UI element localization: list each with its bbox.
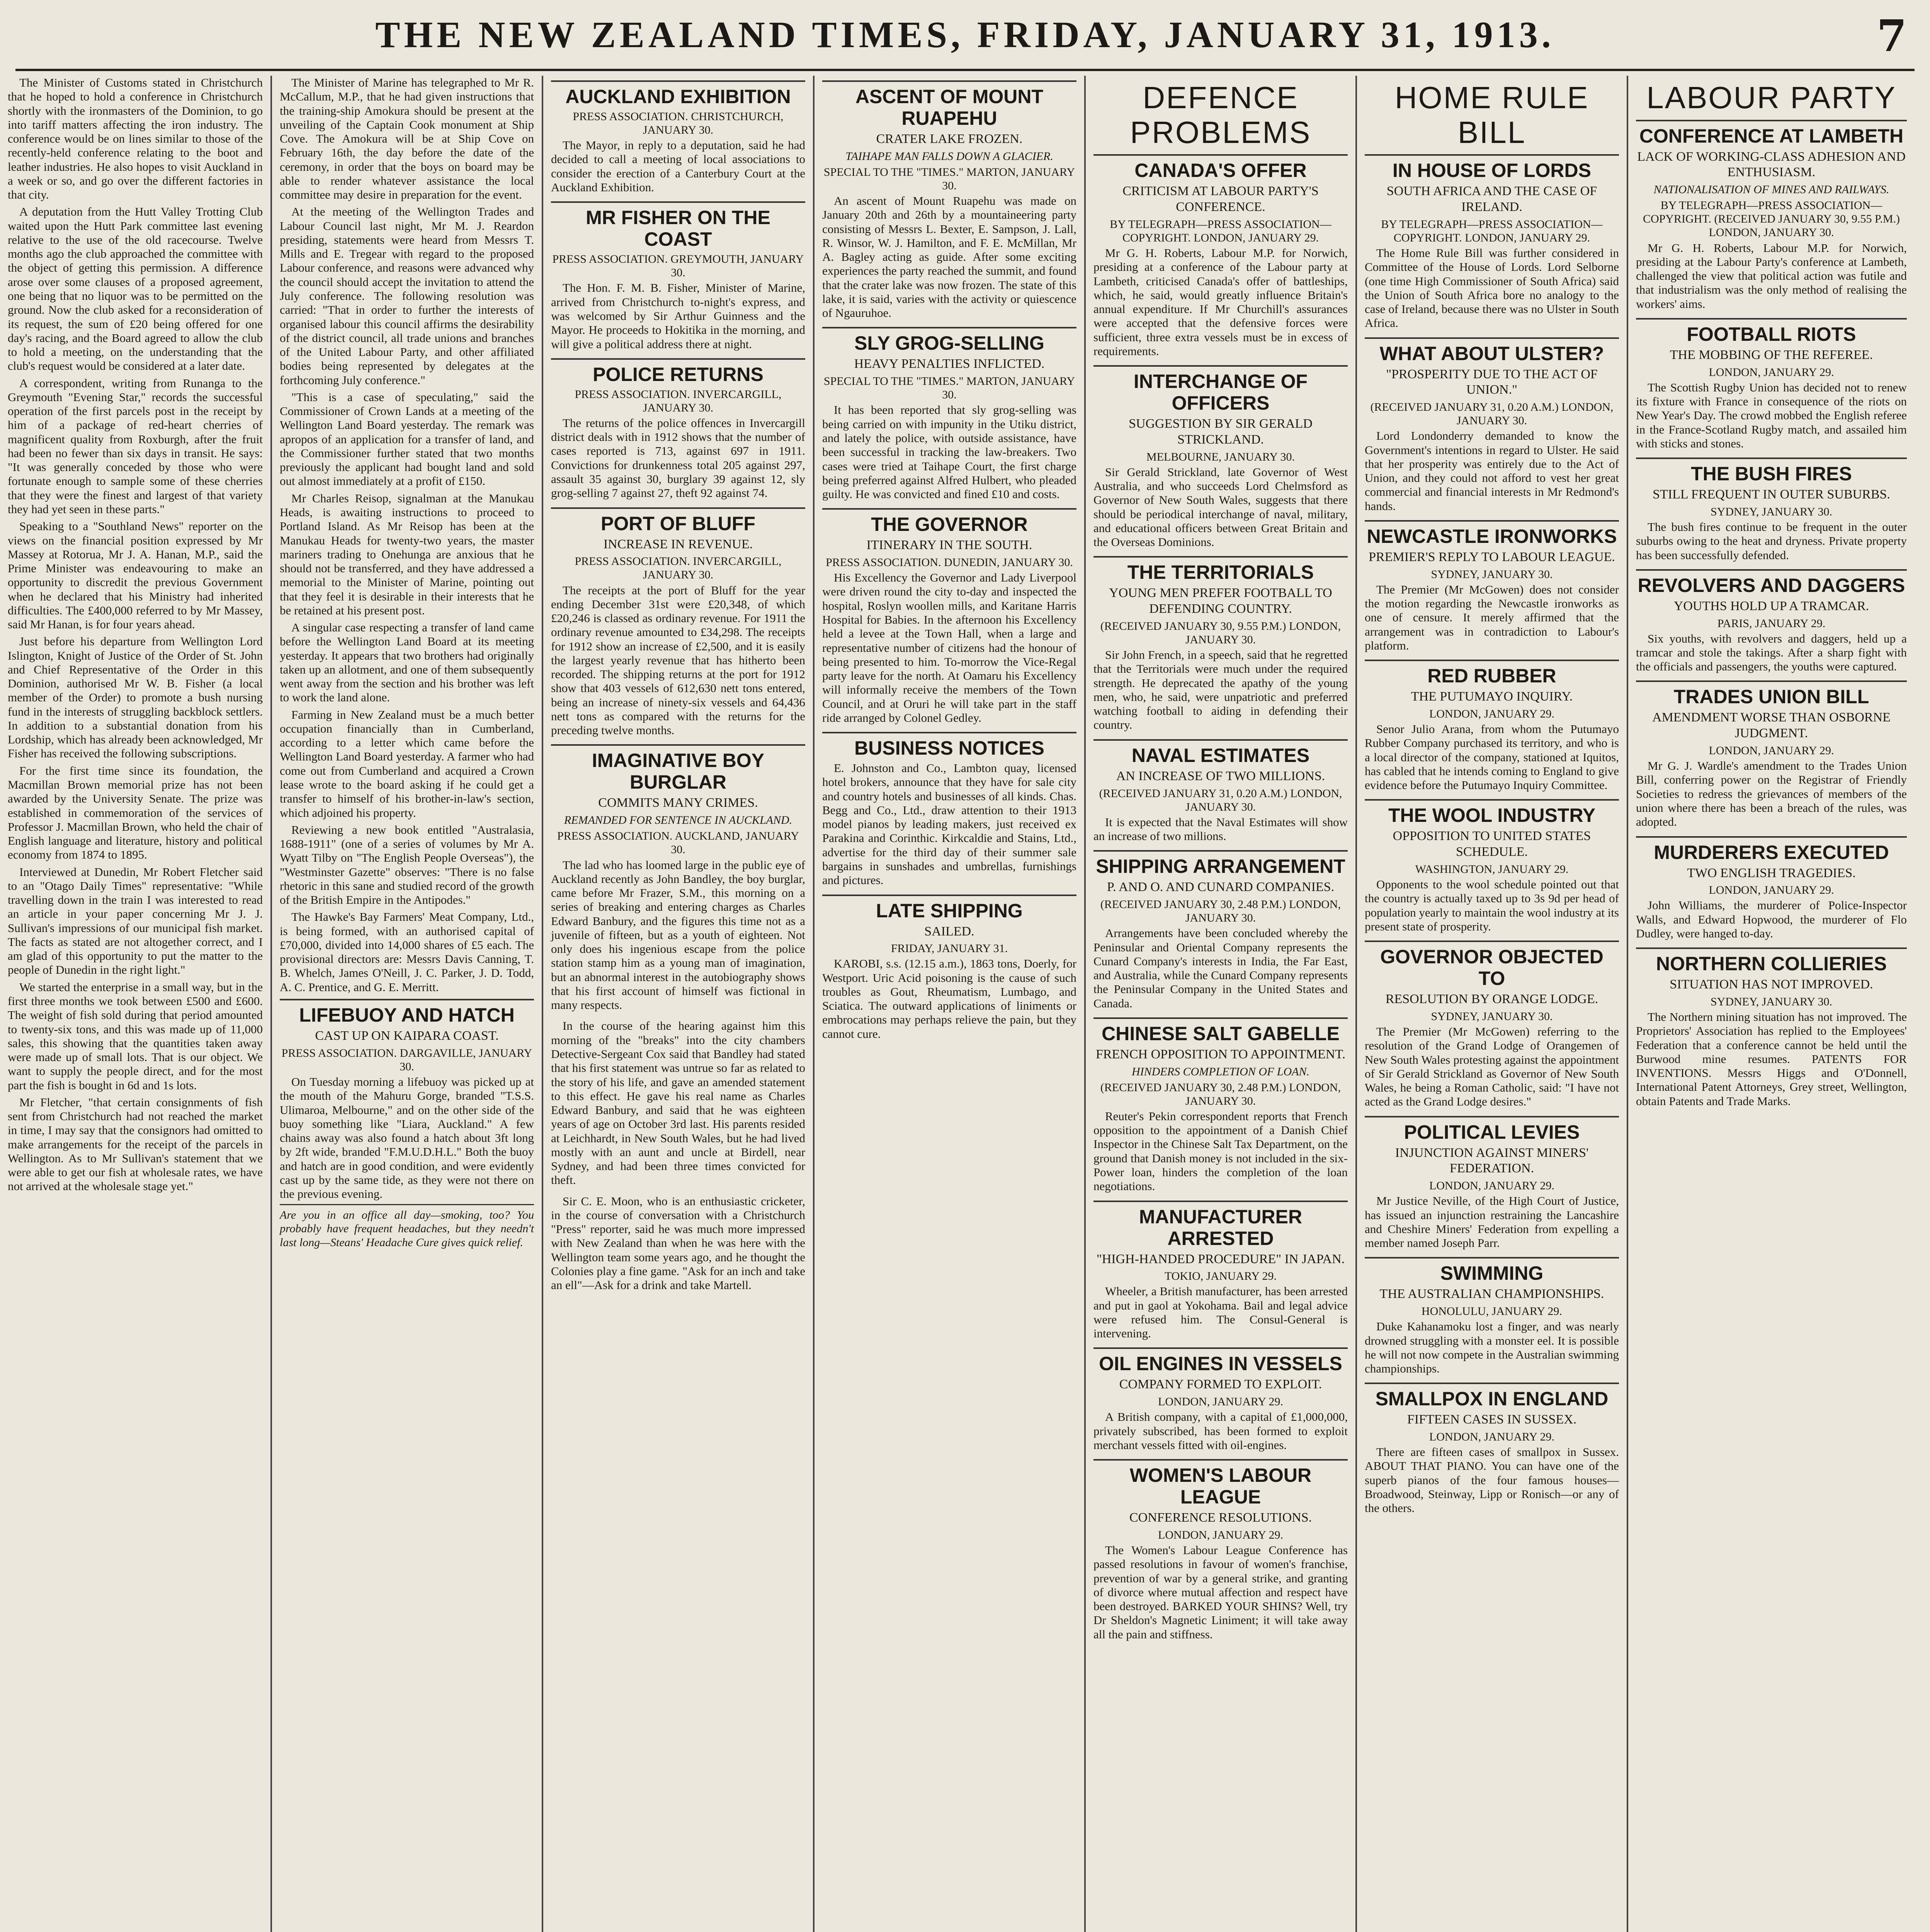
article-subheading: ITINERARY IN THE SOUTH.	[866, 538, 1032, 553]
article-dateline: SYDNEY, JANUARY 30.	[1710, 505, 1833, 518]
article-subheading: COMMITS MANY CRIMES.	[598, 796, 758, 810]
article-subheading: SAILED.	[924, 924, 974, 939]
article-dateline: MELBOURNE, JANUARY 30.	[1146, 450, 1295, 463]
article-subheading: RESOLUTION BY ORANGE LODGE.	[1385, 992, 1598, 1007]
article-dateline: (RECEIVED JANUARY 30, 2.48 P.M.) LONDON, JANUARY 30.	[1100, 898, 1341, 925]
article-subheading: SOUTH AFRICA AND THE CASE OF IRELAND.	[1386, 184, 1597, 214]
article-body: Reuter's Pekin correspondent reports that French opposition to the appointment of a Danish Chief Inspector in the Chinese Salt Tax Department, on the ground that Danish money is not included in the six-Power loan, hinders the completion of the loan negotiations.	[1093, 1109, 1348, 1193]
article-dateline: PRESS ASSOCIATION. INVERCARGILL, JANUARY 30.	[575, 555, 782, 582]
article-headline: SMALLPOX IN ENGLAND	[1365, 1383, 1619, 1410]
article-dateline: LONDON, JANUARY 29.	[1429, 707, 1554, 720]
article	[1093, 1347, 1348, 1452]
article-dateline: SPECIAL TO THE "TIMES." MARTON, JANUARY 30.	[823, 375, 1075, 401]
article	[1636, 318, 1907, 451]
article-body: The bush fires continue to be frequent in the outer suburbs owing to the heat and dryness. Private property has been successfully defended.	[1636, 520, 1907, 562]
article	[1365, 154, 1619, 330]
article-paragraph: A correspondent, writing from Runanga to the Greymouth "Evening Star," records the successful operation of the first parcels post in the receipt by him of a package of red-heart cherries of magnificent quality from Roxburgh, after the fruit had been no fewer than six days in transit. He says: "It was generally conceded by those who were fortunate enough to sample some of these cherries that they were the finest and largest of that variety they had yet seen in these parts."	[8, 376, 263, 516]
article-dateline: BY TELEGRAPH—PRESS ASSOCIATION—COPYRIGHT. LONDON, JANUARY 29.	[1381, 218, 1603, 244]
article-dateline: SPECIAL TO THE "TIMES." MARTON, JANUARY 30.	[823, 165, 1075, 192]
article-dateline: BY TELEGRAPH—PRESS ASSOCIATION—COPYRIGHT. LONDON, JANUARY 29.	[1110, 218, 1331, 244]
article-subheading: CRATER LAKE FROZEN.	[876, 132, 1023, 146]
article-body: Sir Gerald Strickland, late Governor of West Australia, and who succeeds Lord Chelmsford as Governor of New South Wales, suggests that there should be periodical interchange of naval, military, and educational officers between Great Britain and the Overseas Dominions.	[1093, 465, 1348, 549]
article-paragraph: Farming in New Zealand must be a much better occupation financially than in Cumberland, according to a letter which came before the Wellington Land Board yesterday. A farmer who had come out from Cumberland and acquired a Crown lease wrote to the board asking if he could get a transfer to himself of his brother-in-law's section, which adjoined his property.	[280, 707, 534, 820]
article-subheading: LACK OF WORKING-CLASS ADHESION AND ENTHUSIASM.	[1637, 149, 1906, 180]
article-body: Mr G. J. Wardle's amendment to the Trades Union Bill, conferring power on the Registrar of Friendly Societies to redress the grievances of members of the union where there has been a breach of the rules, was adopted.	[1636, 759, 1907, 829]
article-subheading: YOUTHS HOLD UP A TRAMCAR.	[1673, 599, 1869, 613]
article-headline: SLY GROG-SELLING	[822, 327, 1076, 354]
article-dateline: PRESS ASSOCIATION. INVERCARGILL, JANUARY 30.	[575, 388, 782, 414]
article	[1636, 680, 1907, 829]
article-subheading: TWO ENGLISH TRAGEDIES.	[1687, 866, 1856, 880]
article-headline: NAVAL ESTIMATES	[1093, 739, 1348, 766]
article	[1636, 457, 1907, 562]
article-body: Senor Julio Arana, from whom the Putumayo Rubber Company purchased its territory, and who is a local director of the company, stationed at Iquitos, has cabled that he intends coming to England to give evidence before the Putumayo Inquiry Committee.	[1365, 722, 1619, 792]
article-headline: POLICE RETURNS	[551, 358, 805, 385]
article-paragraph: A singular case respecting a transfer of land came before the Wellington Land Board at its meeting yesterday. It appears that two brothers had originally taken up an allotment, and one of them subsequently went away from the section and his brother was left to work the land alone.	[280, 621, 534, 704]
article-headline: OIL ENGINES IN VESSELS	[1093, 1347, 1348, 1374]
article-paragraph: At the meeting of the Wellington Trades and Labour Council last night, Mr M. J. Reardon presiding, statements were heard from Messrs T. Mills and E. Tregear with regard to the proposed Labour conference, and reasons were advanced why the council should accept the invitation to attend the July conference. The following resolution was carried: "That in order to further the interests of organised labour this council affirms the desirability of the district council, all trade unions and branches of the United Labour Party, and other affiliated bodies being represented by delegates at the forthcoming July conference."	[280, 205, 534, 387]
article-dateline: LONDON, JANUARY 29.	[1709, 744, 1834, 757]
article-paragraph: Speaking to a "Southland News" reporter on the views on the financial position expressed by Mr Massey at Rotorua, Mr J. A. Hanan, M.P., said the Prime Minister was endeavouring to make an opportunity to discredit the previous Government when he declared that his Ministry had inherited difficulties. The £400,000 referred to by Mr Massey, said Mr Hanan, is for four years ahead.	[8, 519, 263, 631]
article-body: On Tuesday morning a lifebuoy was picked up at the mouth of the Mahuru Gorge, branded "T.S.S. Ulimaroa, Melbourne," and on the other side of the buoy something like "Liara, Auckland." A few chains away was also found a hatch about 3ft long by 2ft wide, branded "F.M.U.D.H.L." Both the buoy and hatch are in good condition, and were evidently cast up by the same tide, as they were not there on the previous evening.	[280, 1075, 534, 1201]
article-headline: RED RUBBER	[1365, 660, 1619, 687]
article-subheading: "HIGH-HANDED PROCEDURE" IN JAPAN.	[1096, 1252, 1345, 1266]
article-headline: ASCENT OF MOUNT RUAPEHU	[822, 80, 1076, 129]
article-dateline: SYDNEY, JANUARY 30.	[1431, 568, 1553, 581]
article-body: E. Johnston and Co., Lambton quay, licensed hotel brokers, announce that they have for sale city and country hotels and businesses of all kinds. Chas. Begg and Co., Ltd., draw attention to their 1913 model pianos by leading makers, just received ex Parakina and Corinthic. Kirkcaldie and Stains, Ltd., advertise for the third day of their summer sale bargains in sunshades and umbrellas, furnishings and pictures.	[822, 761, 1076, 887]
article-dateline: PRESS ASSOCIATION. DUNEDIN, JANUARY 30.	[826, 556, 1073, 569]
article-headline: SHIPPING ARRANGEMENT	[1093, 850, 1348, 877]
article-subheading: HEAVY PENALTIES INFLICTED.	[854, 357, 1045, 371]
article-dateline: HONOLULU, JANUARY 29.	[1422, 1305, 1562, 1318]
article	[1093, 850, 1348, 1010]
article-dateline: LONDON, JANUARY 29.	[1158, 1395, 1283, 1408]
article-subheading: PREMIER'S REPLY TO LABOUR LEAGUE.	[1369, 549, 1615, 564]
article	[1093, 1017, 1348, 1194]
page-number: 7	[1877, 11, 1907, 61]
newspaper-title: THE NEW ZEALAND TIMES, FRIDAY, JANUARY 31, 1913.	[375, 14, 1555, 55]
column-2	[272, 76, 542, 1932]
article-headline: LIFEBUOY AND HATCH	[280, 999, 534, 1026]
section-banner-headline: LABOUR PARTY	[1646, 80, 1896, 115]
article	[1093, 1459, 1348, 1641]
article-subheading: CONFERENCE RESOLUTIONS.	[1129, 1510, 1312, 1525]
article-subheading-secondary: REMANDED FOR SENTENCE IN AUCKLAND.	[564, 814, 792, 827]
article	[1365, 660, 1619, 792]
article-paragraph: Interviewed at Dunedin, Mr Robert Fletcher said to an "Otago Daily Times" representative: "While travelling down in the train I was interested to read an article in your paper concerning Mr J. J. Sullivan's impressions of our municipal fish market. The facts as stated are not altogether correct, and I am glad of this opportunity to put the matter to the people of Dunedin in the right light."	[8, 865, 263, 977]
article	[1636, 120, 1907, 311]
article	[1093, 154, 1348, 358]
article-body: Sir John French, in a speech, said that he regretted that the Territorials were much under the required strength. He deprecated the apathy of the young men, who, he said, were unpatriotic and preferred watching football to aiding in defending their country.	[1093, 648, 1348, 732]
article-paragraph: The Hawke's Bay Farmers' Meat Company, Ltd., is being formed, with an authorised capital of £70,000, divided into 14,000 shares of £5 each. The provisional directors are: Messrs Davis Canning, T. B. Whelch, James O'Neill, J. C. Parker, J. D. Todd, A. C. Prentice, and G. E. Merritt.	[280, 910, 534, 994]
article-body: The returns of the police offences in Invercargill district deals with in 1912 shows that the number of cases reported is 713, against 697 in 1911. Convictions for drunkenness total 205 against 297, assault 35 against 30, burglary 39 against 12, sly grog-selling 7 against 27, theft 92 against 74.	[551, 416, 805, 500]
article	[822, 80, 1076, 320]
article-subheading: CAST UP ON KAIPARA COAST.	[315, 1029, 499, 1043]
article-headline: THE WOOL INDUSTRY	[1365, 799, 1619, 826]
article-body: Opponents to the wool schedule pointed out that the country is actually taxed up to 3s 9d per head of population yearly to maintain the wool industry at its present state of prosperity.	[1365, 878, 1619, 933]
article-headline: BUSINESS NOTICES	[822, 732, 1076, 759]
article-subheading: CRITICISM AT LABOUR PARTY'S CONFERENCE.	[1122, 184, 1319, 214]
article	[822, 508, 1076, 725]
article-dateline: LONDON, JANUARY 29.	[1709, 884, 1834, 897]
column-1	[0, 76, 270, 1932]
article	[1636, 947, 1907, 1108]
article-body: An ascent of Mount Ruapehu was made on January 20th and 26th by a mountaineering party consisting of Messrs L. Bexter, E. Sampson, J. Lall, R. Winsor, W. J. Hamilton, and F. E. McMillan, Mr A. Bagley acting as guide. After some exciting experiences the party reached the summit, and found that the crater lake was now frozen. The state of this lake, it is said, varies with the activity or quiescence of Ngauruhoe.	[822, 194, 1076, 320]
article-subheading: INCREASE IN REVENUE.	[603, 537, 753, 551]
article-headline: WOMEN'S LABOUR LEAGUE	[1093, 1459, 1348, 1508]
article-body: In the course of the hearing against him this morning of the "breaks" into the city chambers Detective-Sergeant Cox said that Bandley had stated that his first statement was untrue so far as related to the story of his life, and gave an amended statement to this effect. He gave his real name as Charles Edward Banbury, and said that he was eighteen years of age on October 3rd last. His parents resided at Leichhardt, in New South Wales, but he had lived mostly with an aunt and uncle at Birdell, near Sydney, and had been three times convicted for theft.	[551, 1019, 805, 1187]
article-body: The Women's Labour League Conference has passed resolutions in favour of women's franchise, prevention of war by a general strike, and granting of divorce where mutual affection and respect have been destroyed. BARKED YOUR SHINS? Well, try Dr Sheldon's Magnetic Liniment; it will take away all the pain and stiffness.	[1093, 1543, 1348, 1641]
column-6	[1357, 76, 1627, 1932]
article-dateline: FRIDAY, JANUARY 31.	[891, 942, 1008, 955]
article-body: The Premier (Mr McGowen) referring to the resolution of the Grand Lodge of Orangemen of New South Wales protesting against the appointment of Sir Gerald Strickland as Governor of New South Wales, he being a Roman Catholic, said: "I have not acted as the Grand Lodge desires."	[1365, 1025, 1619, 1109]
article-subheading: AN INCREASE OF TWO MILLIONS.	[1116, 769, 1325, 783]
section-banner-headline: DEFENCE PROBLEMS	[1130, 80, 1311, 150]
article	[1365, 1383, 1619, 1515]
article	[551, 358, 805, 500]
article-headline: REVOLVERS AND DAGGERS	[1636, 569, 1907, 596]
article	[1365, 799, 1619, 934]
article-body: It is expected that the Naval Estimates will show an increase of two millions.	[1093, 815, 1348, 843]
article-subheading: COMPANY FORMED TO EXPLOIT.	[1119, 1377, 1322, 1392]
article-body: It has been reported that sly grog-selling was being carried on with impunity in the Utiku district, and lately the police, with outside assistance, have been successful in tracking the law-breakers. Two cases were tried at Taihape Court, the first charge being preferred against Alfred Hulbert, who pleaded guilty. He was convicted and fined £10 and costs.	[822, 403, 1076, 501]
article-paragraph: Just before his departure from Wellington Lord Islington, Knight of Justice of the Order of St. John and Chief Representative of the Order in this Dominion, authorised Mr W. B. Fisher (a local member of the Order) to promote a bush nursing fund in the interests of struggling backblock settlers. In addition to a substantial donation from his Lordship, which has already been acknowledged, Mr Fisher has received the following subscriptions.	[8, 634, 263, 760]
article-headline: POLITICAL LEVIES	[1365, 1116, 1619, 1143]
article-subheading: "PROSPERITY DUE TO THE ACT OF UNION."	[1386, 367, 1598, 397]
article-headline: INTERCHANGE OF OFFICERS	[1093, 365, 1348, 414]
article-body: Wheeler, a British manufacturer, has been arrested and put in gaol at Yokohama. Bail and legal advice were refused him. The Consul-General is intervening.	[1093, 1284, 1348, 1340]
article-body: The lad who has loomed large in the public eye of Auckland recently as John Bandley, the boy burglar, came before Mr Frazer, S.M., this morning on a series of breaking and entering charges as Charles Edward Banbury, and the figures this time not as a juvenile of fifteen, but as a youth of eighteen. Not only does his ingenious escape from the police station stamp him as a young man of imagination, but an abnormal interest in the autobiography shows that his first account of himself was fictional in many respects.	[551, 858, 805, 1012]
article-dateline: LONDON, JANUARY 29.	[1429, 1430, 1554, 1444]
article-body: Lord Londonderry demanded to know the Government's intentions in regard to Ulster. He said that her prosperity was entirely due to the Act of Union, and they could not afford to vest her great commercial and financial interests in Mr Redmond's hands.	[1365, 429, 1619, 513]
article-body: The Home Rule Bill was further considered in Committee of the House of Lords. Lord Selborne (one time High Commissioner of South Africa) said the Union of South Africa bore no analogy to the case of Ireland, because there was no Ulster in South Africa.	[1365, 246, 1619, 330]
article-paragraph: The Minister of Marine has telegraphed to Mr R. McCallum, M.P., that he had given instructions that the training-ship Amokura should be present at the unveiling of the Captain Cook monument at Ship Cove. The Amokura will be at Ship Cove on February 16th, the day before the date of the ceremony, in order that the boys on board may be able to render whatever assistance the local committee may desire in preparation for the event.	[280, 76, 534, 202]
article-dateline: (RECEIVED JANUARY 31, 0.20 A.M.) LONDON, JANUARY 30.	[1370, 401, 1614, 427]
article-headline: MANUFACTURER ARRESTED	[1093, 1201, 1348, 1249]
article-body: Mr G. H. Roberts, Labour M.P. for Norwich, presiding at the Labour Party's conference at Lambeth, challenged the view that political action was futile and that industrialism was the only method of realising the workers' aims.	[1636, 241, 1907, 311]
article	[1365, 940, 1619, 1109]
article-body: Duke Kahanamoku lost a finger, and was nearly drowned struggling with a monster eel. It is possible he will not now compete in the Australian swimming championships.	[1365, 1320, 1619, 1376]
article-dateline: (RECEIVED JANUARY 31, 0.20 A.M.) LONDON, JANUARY 30.	[1099, 787, 1342, 813]
article-dateline: PARIS, JANUARY 29.	[1717, 617, 1826, 630]
article-body: A British company, with a capital of £1,000,000, privately subscribed, has been formed to exploit merchant vessels fitted with oil-engines.	[1093, 1410, 1348, 1452]
article-dateline: LONDON, JANUARY 29.	[1158, 1528, 1283, 1541]
article-dateline: (RECEIVED JANUARY 30, 2.48 P.M.) LONDON, JANUARY 30.	[1100, 1081, 1341, 1107]
article-dateline: LONDON, JANUARY 29.	[1709, 366, 1834, 379]
article-body: His Excellency the Governor and Lady Liverpool were driven round the city to-day and inspected the hospital, Roslyn woollen mills, and Karitane Harris Hospital for Babies. In the afternoon his Excellency held a levee at the Town Hall, when a large and representative number of citizens had the honour of being presented to him. To-morrow the Vice-Regal party leave for the north. At Oamaru his Excellency will informally receive the members of the Town Council, and at Oruri he will take part in the staff ride arranged by Colonel Gedley.	[822, 571, 1076, 724]
column-7	[1628, 76, 1915, 1932]
article-headline: MURDERERS EXECUTED	[1636, 836, 1907, 863]
article-subheading: FRENCH OPPOSITION TO APPOINTMENT.	[1095, 1047, 1346, 1061]
article-dateline: PRESS ASSOCIATION. AUCKLAND, JANUARY 30.	[557, 830, 799, 856]
article-headline: LATE SHIPPING	[822, 895, 1076, 922]
article-subheading: SUGGESTION BY SIR GERALD STRICKLAND.	[1129, 417, 1313, 447]
article-headline: THE GOVERNOR	[822, 508, 1076, 535]
article-body: John Williams, the murderer of Police-Inspector Walls, and Edward Hopwood, the murderer of Flo Dudley, were hanged to-day.	[1636, 898, 1907, 940]
article-dateline: LONDON, JANUARY 29.	[1429, 1179, 1554, 1192]
article-body: Mr Justice Neville, of the High Court of Justice, has issued an injunction restraining the Lancashire and Cheshire Miners' Federation from expelling a member named Joseph Parr.	[1365, 1194, 1619, 1250]
article-dateline: SYDNEY, JANUARY 30.	[1431, 1010, 1553, 1023]
article-headline: PORT OF BLUFF	[551, 507, 805, 534]
article	[1365, 1257, 1619, 1376]
article-subheading: STILL FREQUENT IN OUTER SUBURBS.	[1653, 487, 1890, 502]
article-body: There are fifteen cases of smallpox in Sussex. ABOUT THAT PIANO. You can have one of the superb pianos of the four famous houses—Broadwood, Steinway, Lipp or Ronisch—or any of the others.	[1365, 1445, 1619, 1515]
article-headline: FOOTBALL RIOTS	[1636, 318, 1907, 345]
article-subheading: THE MOBBING OF THE REFEREE.	[1670, 347, 1873, 362]
article-body: KAROBI, s.s. (12.15 a.m.), 1863 tons, Doerly, for Westport. Uric Acid poisoning is the cause of such troubles as Gout, Rheumatism, Lumbago, and Sciatica. The outward applications of liniments or embrocations may perhaps relieve the pain, but they cannot cure.	[822, 957, 1076, 1041]
article-body: The Hon. F. M. B. Fisher, Minister of Marine, arrived from Christchurch to-night's express, and was welcomed by Sir Arthur Guinness and the Mayor. He proceeds to Hokitika in the morning, and will give a political address there at night.	[551, 281, 805, 351]
article-dateline: PRESS ASSOCIATION. DARGAVILLE, JANUARY 30.	[281, 1046, 532, 1073]
article-subheading-secondary: HINDERS COMPLETION OF LOAN.	[1131, 1065, 1309, 1078]
article-body: The receipts at the port of Bluff for the year ending December 31st were £20,348, of which £20,246 is classed as ordinary revenue. For 1911 the ordinary revenue amounted to £34,298. The receipts for 1912 show an increase of £2,500, and it is easily the largest yearly revenue that has hitherto been recorded. The shipping returns at the port for 1912 show that 403 vessels of 612,630 nett tons entered, being an increase of ninety-six vessels and 64,436 nett tons as compared with the returns for the preceding twelve months.	[551, 583, 805, 737]
article-body: Mr G. H. Roberts, Labour M.P. for Norwich, presiding at a conference of the Labour party at Lambeth, criticised Canada's offer of battleships, which, he said, would greatly influence Britain's annual expenditure. If Mr Churchill's assurances were accepted that the defensive forces were sufficient, three extra vessels must be in excess of requirements.	[1093, 246, 1348, 358]
article-headline: CONFERENCE AT LAMBETH	[1636, 120, 1907, 147]
article	[551, 1194, 805, 1293]
article-headline: AUCKLAND EXHIBITION	[551, 80, 805, 107]
article-dateline: WASHINGTON, JANUARY 29.	[1415, 862, 1569, 876]
article	[1365, 520, 1619, 653]
column-3	[543, 76, 813, 1932]
article-subheading: P. AND O. AND CUNARD COMPANIES.	[1107, 880, 1335, 895]
article-paragraph: Mr Charles Reisop, signalman at the Manukau Heads, is awaiting instructions to proceed to Portland Island. As Mr Reisop has been at the Manukau Heads for twenty-two years, the master mariners trading to Onehunga are anxious that he should not be transferred, and they have addressed a memorial to the Minister of Marine, pointing out that they feel it is desirable in their interests that he be retained at his present post.	[280, 491, 534, 617]
article-body: Arrangements have been concluded whereby the Peninsular and Oriental Company represents the Cunard Company's interests in India, the Far East, and Australia, while the Cunard Company represents the Peninsular Company in the United States and Canada.	[1093, 926, 1348, 1010]
article	[551, 1019, 805, 1187]
article-headline: GOVERNOR OBJECTED TO	[1365, 940, 1619, 989]
article	[551, 201, 805, 351]
masthead	[15, 11, 1915, 71]
article-paragraph: Mr Fletcher, "that certain consignments of fish sent from Christchurch had not reached the market in time, I may say that the consignors had omitted to make arrangements for the receipt of the parcels in Wellington. As to Mr Sullivan's statement that we were able to get our fish at wholesale rates, we have not arrived at the wholesale stage yet."	[8, 1095, 263, 1193]
article	[822, 895, 1076, 1041]
article-headline: THE BUSH FIRES	[1636, 457, 1907, 485]
article-paragraph: The Minister of Customs stated in Christchurch that he hoped to hold a conference in Christchurch shortly with the ironmasters of the Dominion, to go into tariff matters affecting the iron industry. The conference would be on lines similar to those of the recently-held conference relating to the boot and leather industries. He also hopes to visit Auckland in a week or so, and go over the different factories in that city.	[8, 76, 263, 202]
article-subheading: THE AUSTRALIAN CHAMPIONSHIPS.	[1379, 1287, 1604, 1301]
article	[822, 732, 1076, 887]
article-subheading: THE PUTUMAYO INQUIRY.	[1411, 689, 1573, 704]
article-subheading: YOUNG MEN PREFER FOOTBALL TO DEFENDING COUNTRY.	[1109, 586, 1332, 616]
article-headline: WHAT ABOUT ULSTER?	[1365, 337, 1619, 364]
article	[1093, 556, 1348, 732]
article-body: The Northern mining situation has not improved. The Proprietors' Association has replied to the Employees' Federation that a conference cannot be held until the Burwood mine resumes. PATENTS FOR INVENTIONS. Messrs Higgs and O'Donnell, International Patent Attorneys, Grey street, Wellington, obtain Patents and Trade Marks.	[1636, 1010, 1907, 1108]
article-subheading: AMENDMENT WORSE THAN OSBORNE JUDGMENT.	[1652, 710, 1891, 741]
article	[551, 80, 805, 194]
article-body: The Mayor, in reply to a deputation, said he had decided to call a meeting of local associations to consider the erection of a Canterbury Court at the Auckland Exhibition.	[551, 138, 805, 194]
article	[1365, 337, 1619, 513]
article-dateline: SYDNEY, JANUARY 30.	[1710, 995, 1833, 1008]
article-paragraph: A deputation from the Hutt Valley Trotting Club waited upon the Hutt Park committee last evening relative to the use of the old racecourse. Twelve months ago the club approached the committee with the object of getting this permission. A difference arose over some clauses of a proposed agreement, one being that no liquor was to be permitted on the ground. Now the club asked for a reconsideration of its request, the sum of £20 being offered for one day's racing, and the Board agreed to allow the club to hold a meeting, on the understanding that the club's request would be considered at a later date.	[8, 205, 263, 373]
article-headline: IMAGINATIVE BOY BURGLAR	[551, 744, 805, 793]
article-headline: CHINESE SALT GABELLE	[1093, 1017, 1348, 1044]
article-subheading: SITUATION HAS NOT IMPROVED.	[1670, 977, 1873, 992]
article	[1093, 1201, 1348, 1341]
advertisement: Are you in an office all day—smoking, too? You probably have frequent headaches, but they needn't last long—Steans' Headache Cure gives quick relief.	[280, 1204, 534, 1249]
article-subheading: OPPOSITION TO UNITED STATES SCHEDULE.	[1393, 829, 1591, 859]
article-subheading-secondary: TAIHAPE MAN FALLS DOWN A GLACIER.	[845, 150, 1053, 163]
article	[1093, 739, 1348, 844]
article-headline: THE TERRITORIALS	[1093, 556, 1348, 583]
section-banner-headline: HOME RULE BILL	[1394, 80, 1589, 150]
article	[551, 507, 805, 738]
article-headline: MR FISHER ON THE COAST	[551, 201, 805, 250]
article	[1093, 365, 1348, 549]
article	[1636, 569, 1907, 674]
article-paragraph: Reviewing a new book entitled "Australasia, 1688-1911" (one of a series of volumes by Mr A. Wyatt Tilby on "The English People Overseas"), the "Westminster Gazette" observes: "There is no false rhetoric in this sane and studied record of the growth of the British Empire in the Antipodes."	[280, 823, 534, 907]
article-headline: SWIMMING	[1365, 1257, 1619, 1284]
article	[1636, 836, 1907, 941]
article-subheading: INJUNCTION AGAINST MINERS' FEDERATION.	[1395, 1145, 1589, 1176]
article-paragraph: We started the enterprise in a small way, but in the first three months we took between £500 and £600. The weight of fish sold during that period amounted to twenty-six tons, and this was made up of 11,000 sales, this showing that the quantities taken away were made up of small lots. That is our object. We want to supply the people direct, and for the most part the fish is bought in 6d and 1s lots.	[8, 980, 263, 1092]
article-body: The Scottish Rugby Union has decided not to renew its fixture with France in consequence of the riots on New Year's Day. The crowd mobbed the English referee in the France-Scotland Rugby match, and assailed him with sticks and stones.	[1636, 380, 1907, 450]
article-subheading-secondary: NATIONALISATION OF MINES AND RAILWAYS.	[1653, 183, 1889, 196]
article-dateline: (RECEIVED JANUARY 30, 9.55 P.M.) LONDON, JANUARY 30.	[1100, 619, 1341, 646]
article-body: Sir C. E. Moon, who is an enthusiastic cricketer, in the course of conversation with a Christchurch "Press" reporter, said he was much more impressed with New Zealand than when he was here with the Wellington team some years ago, and he thought the Colonies play a fine game. "Ask for an inch and take an ell"—Ask for a drink and take Martell.	[551, 1194, 805, 1292]
article-dateline: TOKIO, JANUARY 29.	[1164, 1270, 1277, 1283]
article-body: The Premier (Mr McGowen) does not consider the motion regarding the Newcastle ironworks as one of censure. It merely affirmed that the arrangement was in contradiction to Labour's platform.	[1365, 582, 1619, 652]
article-headline: CANADA'S OFFER	[1093, 154, 1348, 181]
column-4	[815, 76, 1084, 1932]
article-dateline: PRESS ASSOCIATION. GREYMOUTH, JANUARY 30.	[552, 253, 804, 279]
article-headline: IN HOUSE OF LORDS	[1365, 154, 1619, 181]
article	[551, 744, 805, 1012]
article-subheading: FIFTEEN CASES IN SUSSEX.	[1407, 1412, 1577, 1427]
article	[1365, 1116, 1619, 1250]
article-paragraph: For the first time since its foundation, the Macmillan Brown memorial prize has not been awarded by the University Senate. The prize was established in commemoration of the services of Professor J. Macmillan Brown, who held the chair of English language and literature, history and political economy from 1874 to 1895.	[8, 764, 263, 862]
article-paragraph: "This is a case of speculating," said the Commissioner of Crown Lands at a meeting of the Wellington Land Board yesterday. The remark was apropos of an application for a transfer of land, and the Commissioner further stated that two months previously the applicant had bought land and sold out almost immediately at a profit of £150.	[280, 390, 534, 488]
article-dateline: BY TELEGRAPH—PRESS ASSOCIATION—COPYRIGHT. (RECEIVED JANUARY 30, 9.55 P.M.) LONDON, JANUARY 30.	[1643, 199, 1900, 239]
article-headline: NORTHERN COLLIERIES	[1636, 947, 1907, 975]
article-body: Six youths, with revolvers and daggers, held up a tramcar and stole the takings. After a sharp fight with the officials and passengers, the youths were captured.	[1636, 631, 1907, 673]
article	[822, 327, 1076, 501]
article-headline: NEWCASTLE IRONWORKS	[1365, 520, 1619, 547]
column-5	[1086, 76, 1355, 1932]
article-headline: TRADES UNION BILL	[1636, 680, 1907, 707]
article-dateline: PRESS ASSOCIATION. CHRISTCHURCH, JANUARY 30.	[573, 110, 784, 137]
